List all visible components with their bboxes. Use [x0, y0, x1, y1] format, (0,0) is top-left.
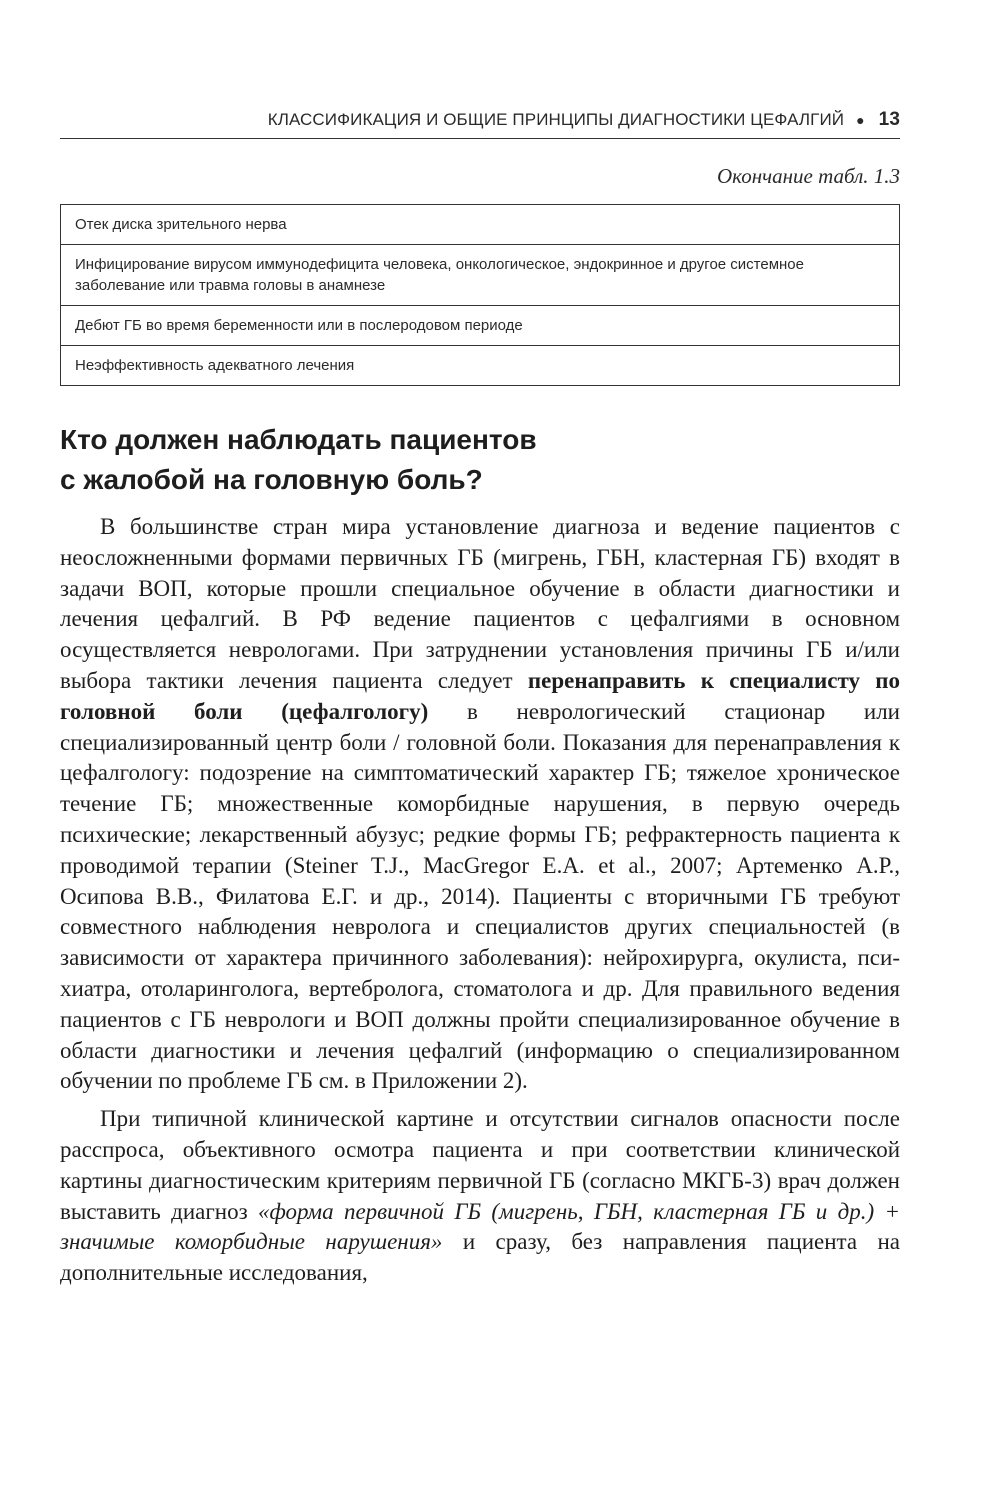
table-row: [61, 245, 900, 306]
paragraph-2-text-a: При типичной клинической картине и отсутствии сигналов опасности после расспроса, объективного осмотра пациента и при соответствии клинической картины диагностическим критериям первичной ГБ (согласно МКГБ-3) врач должен выставить диагноз: [60, 1106, 900, 1224]
section-title-line-1: Кто должен наблюдать пациентов: [60, 424, 537, 455]
table-row: [61, 205, 900, 245]
danger-signs-table: [60, 204, 900, 386]
paragraph-2-italic-text: «форма первичной ГБ (мигрень, ГБН, кластерная ГБ и др.) + значимые коморбидные нарушения»: [60, 1198, 900, 1255]
section-title: [60, 420, 900, 500]
table-row: [61, 306, 900, 346]
paragraph-2: [60, 1104, 900, 1289]
section-title-line-2: с жалобой на головную боль?: [60, 464, 483, 495]
table-cell: Дебют ГБ во время беременности или в послеродовом периоде: [61, 306, 900, 346]
running-header-title: КЛАССИФИКАЦИЯ И ОБЩИЕ ПРИНЦИПЫ ДИАГНОСТИКИ ЦЕФАЛГИЙ: [267, 110, 845, 129]
running-header: [60, 102, 900, 139]
table-cell: Отек диска зрительного нерва: [61, 205, 900, 245]
table-cell: Неэффективность адекватного лечения: [61, 346, 900, 386]
table-row: [61, 346, 900, 386]
paragraph-2-text-b: и сразу, без направления пациента на дополнительные исследования,: [60, 1229, 900, 1286]
paragraph-1-text-b: в неврологический стационар или специализированный центр боли / головной боли. Показания для перенаправления к цефалгологу: подозрение на симптоматический характер ГБ; тяжелое хроническое течение ГБ; множественные коморбидные нарушения, в первую очередь психические; лекарственный абузус; редкие формы ГБ; рефрактерность пациента к проводимой терапии (Steiner T.J., MacGregor E.A. et al., 2007; Артеменко А.Р., Осипова В.В., Филатова Е.Г. и др., 2014). Пациенты с вторичными ГБ требуют совместного наблюдения невролога и специалистов других специальностей (в зависимости от характера причинного заболевания): нейрохирурга, окулиста, психиатра, отоларинголога, вертебролога, стоматолога и др. Для правильного ведения пациентов с ГБ неврологи и ВОП должны пройти специализированное обучение в области диагностики и лечения цефалгий (информацию о специализированном обучении по проблеме ГБ см. в Приложении 2).: [60, 698, 900, 1094]
paragraph-1: [60, 512, 900, 1097]
paragraph-1-text-a: В большинстве стран мира установление диагноза и ведение пациентов с неосложненными формами первичных ГБ (мигрень, ГБН, кластерная ГБ) входят в задачи ВОП, которые прошли специальное обучение в области диагностики и лечения цефалгий. В РФ ведение пациентов с цефалгиями в основном осуществляется неврологами. При затруднении установления причины ГБ и/или выбора тактики лечения пациента следует: [60, 514, 900, 693]
paragraph-1-bold-text: перенаправить к специалисту по головной боли (цефалгологу): [60, 667, 900, 724]
page-number: 13: [878, 109, 900, 130]
body-text: [60, 512, 900, 1289]
table-caption: Окончание табл. 1.3: [717, 164, 900, 188]
header-bullet-icon: ●: [856, 112, 865, 128]
table-cell: Инфицирование вирусом иммунодефицита человека, онкологическое, эндокринное и другое системное заболевание или травма головы в анамнезе: [61, 245, 900, 306]
